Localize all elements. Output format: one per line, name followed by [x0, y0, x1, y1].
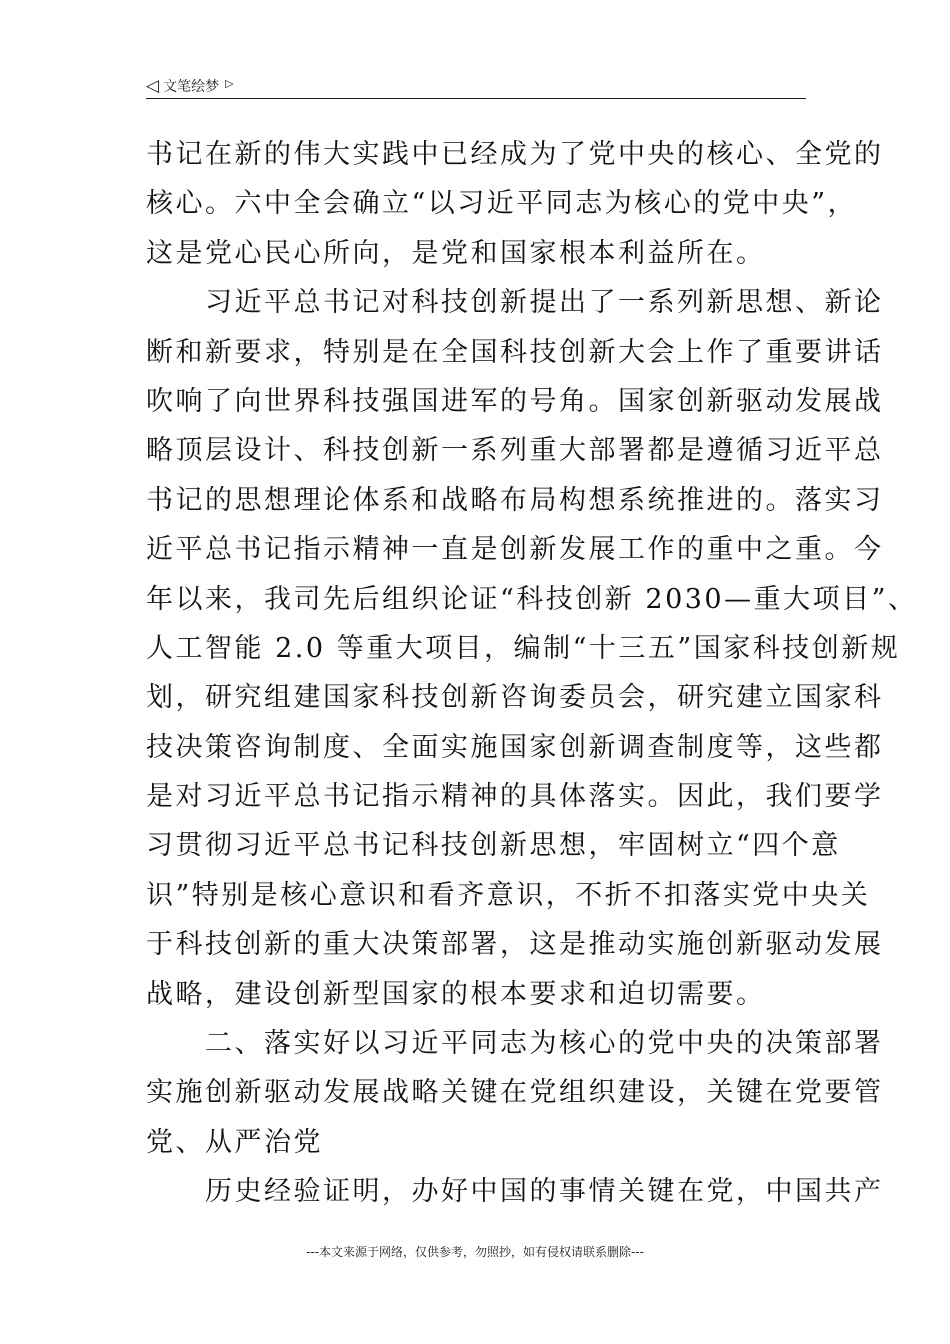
- text-line: 年以来，我司先后组织论证“科技创新 2030—重大项目”、: [146, 583, 918, 615]
- text-line: 核心。六中全会确立“以习近平同志为核心的党中央”，: [146, 188, 858, 220]
- text-line: 二、落实好以习近平同志为核心的党中央的决策部署: [146, 1028, 884, 1060]
- page-header: [146, 74, 806, 98]
- triangle-left-icon: ◁: [146, 75, 160, 96]
- text-line: 略顶层设计、科技创新一系列重大部署都是遵循习近平总: [146, 435, 884, 467]
- text-line: 书记的思想理论体系和战略布局构想系统推进的。落实习: [146, 484, 884, 516]
- text-line: 划，研究组建国家科技创新咨询委员会，研究建立国家科: [146, 682, 884, 714]
- header-divider: [146, 98, 806, 99]
- triangle-right-icon: ▷: [225, 76, 234, 90]
- text-line: 识”特别是核心意识和看齐意识，不折不扣落实党中央关: [146, 879, 871, 911]
- text-line: 技决策咨询制度、全面实施国家创新调查制度等，这些都: [146, 731, 884, 763]
- text-line: 历史经验证明，办好中国的事情关键在党，中国共产: [146, 1176, 884, 1208]
- text-line: 党、从严治党: [146, 1126, 323, 1158]
- text-line: 是对习近平总书记指示精神的具体落实。因此，我们要学: [146, 781, 884, 813]
- footer-disclaimer: ---本文来源于网络，仅供参考，勿照抄，如有侵权请联系删除---: [306, 1245, 644, 1259]
- text-line: 战略，建设创新型国家的根本要求和迫切需要。: [146, 978, 766, 1010]
- text-line: 吹响了向世界科技强国进军的号角。国家创新驱动发展战: [146, 385, 884, 417]
- text-line: 习贯彻习近平总书记科技创新思想，牢固树立“四个意: [146, 830, 841, 862]
- header-title: 文笔绘梦: [163, 79, 220, 95]
- text-line: 习近平总书记对科技创新提出了一系列新思想、新论: [146, 287, 884, 319]
- text-line: 于科技创新的重大决策部署，这是推动实施创新驱动发展: [146, 929, 884, 961]
- text-line: 这是党心民心所向，是党和国家根本利益所在。: [146, 237, 766, 269]
- text-line: 书记在新的伟大实践中已经成为了党中央的核心、全党的: [146, 139, 884, 170]
- text-line: 实施创新驱动发展战略关键在党组织建设，关键在党要管: [146, 1077, 884, 1109]
- text-line: 断和新要求，特别是在全国科技创新大会上作了重要讲话: [146, 336, 884, 368]
- text-line: 近平总书记指示精神一直是创新发展工作的重中之重。今: [146, 534, 884, 566]
- document-body: [146, 130, 918, 1217]
- text-line: 人工智能 2.0 等重大项目，编制“十三五”国家科技创新规: [146, 632, 901, 664]
